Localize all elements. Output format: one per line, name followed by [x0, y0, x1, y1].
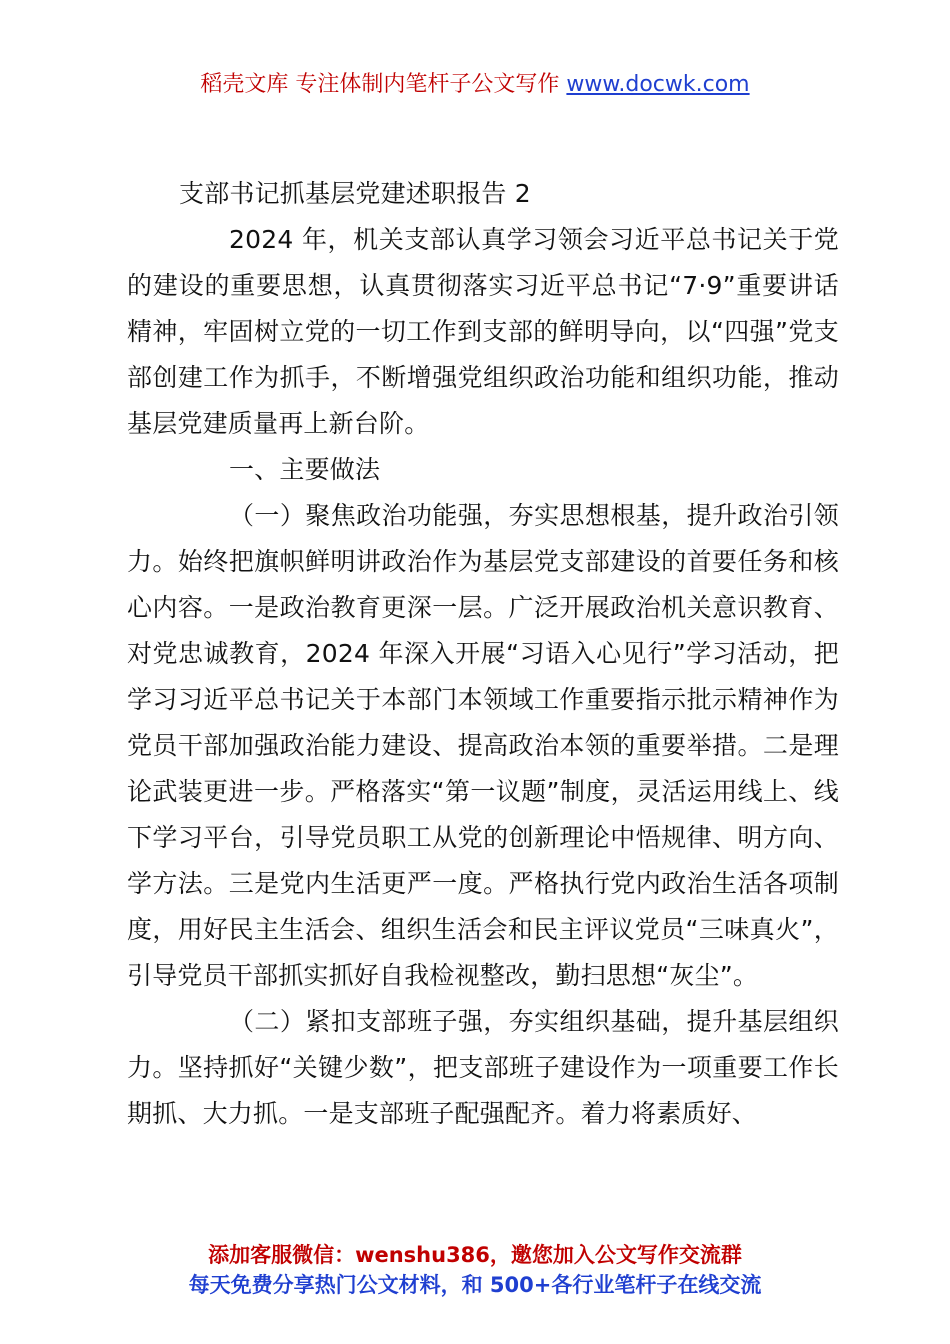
paragraph-intro: 2024 年，机关支部认真学习领会习近平总书记关于党的建设的重要思想，认真贯彻落实习近平总书记“7·9”重要讲话精神，牢固树立党的一切工作到支部的鲜明导向，以“四强”党支部创建工作为抓手，不断增强党组织政治功能和组织功能，推动基层党建质量再上新台阶。 — [127, 225, 839, 438]
paragraph-branch-leadership: （二）紧扣支部班子强，夯实组织基础，提升基层组织力。坚持抓好“关键少数”，把支部班子建设作为一项重要工作长期抓、大力抓。一是支部班子配强配齐。着力将素质好、 — [127, 1007, 839, 1128]
footer-share-line: 每天免费分享热门公文材料，和 500+各行业笔杆子在线交流 — [188, 1273, 762, 1297]
document-body — [127, 171, 839, 1137]
section-heading-main-practices: 一、主要做法 — [229, 455, 381, 484]
header-text: 稻壳文库 专注体制内笔杆子公文写作 — [200, 72, 567, 97]
footer-wechat-line: 添加客服微信：wenshu386，邀您加入公文写作交流群 — [208, 1243, 742, 1267]
paragraph-political-function: （一）聚焦政治功能强，夯实思想根基，提升政治引领力。始终把旗帜鲜明讲政治作为基层党支部建设的首要任务和核心内容。一是政治教育更深一层。广泛开展政治机关意识教育、对党忠诚教育，2024 年深入开展“习语入心见行”学习活动，把学习习近平总书记关于本部门本领域工作重要指示批示精神作为党员干部加强政治能力建设、提高政治本领的重要举措。二是理论武装更进一步。严格落实“第一议题”制度，灵活运用线上、线下学习平台，引导党员职工从党的创新理论中悟规律、明方向、学方法。三是党内生活更严一度。严格执行党内政治生活各项制度，用好民主生活会、组织生活会和民主评议党员“三味真火”，引导党员干部抓实抓好自我检视整改，勤扫思想“灰尘”。 — [127, 501, 839, 990]
document-header — [0, 70, 950, 100]
header-link[interactable]: www.docwk.com — [566, 72, 750, 97]
document-title: 支部书记抓基层党建述职报告 2 — [179, 179, 531, 208]
document-footer — [0, 1240, 950, 1300]
